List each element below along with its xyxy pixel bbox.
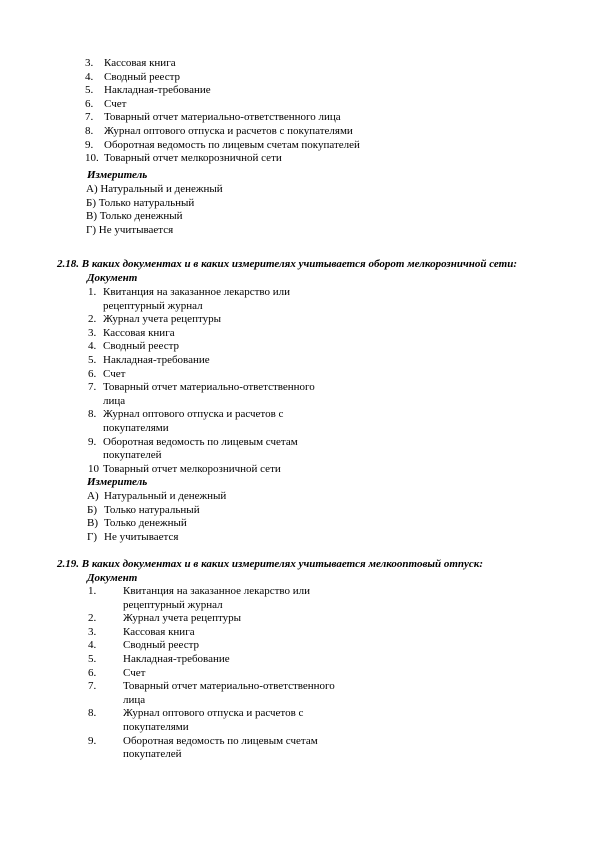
item-number: 5. xyxy=(88,353,97,366)
item-text: Счет xyxy=(103,367,126,380)
list-item-continuation xyxy=(88,300,388,314)
list-item xyxy=(88,286,388,300)
item-text: Товарный отчет мелкорозничной сети xyxy=(103,462,281,475)
item-number: 2. xyxy=(88,313,97,326)
item-text: Кассовая книга xyxy=(103,326,175,339)
item-number: 1. xyxy=(88,286,97,298)
list-item xyxy=(88,340,388,354)
item-number: 6. xyxy=(88,666,97,679)
meter-heading: Измеритель xyxy=(87,169,148,181)
list-item xyxy=(88,612,408,626)
meter-text: Только денежный xyxy=(104,517,187,530)
item-number: 9. xyxy=(85,138,94,151)
item-text: Сводный реестр xyxy=(103,340,180,353)
item-number: 7. xyxy=(88,680,97,693)
item-number: 1. xyxy=(88,585,97,597)
item-text: Квитанция на заказанное лекарство или xyxy=(103,286,291,298)
item-text: Сводный реестр xyxy=(123,639,200,652)
item-text: покупателей xyxy=(123,748,182,761)
item-number: 7. xyxy=(85,111,94,124)
item-number: 7. xyxy=(88,381,97,394)
item-text: лица xyxy=(123,693,146,706)
item-number: 4. xyxy=(88,340,97,353)
list-item xyxy=(88,735,408,749)
section0-meter-list xyxy=(86,183,386,237)
meter-option xyxy=(86,183,386,197)
item-text: Оборотная ведомость по лицевым счетам xyxy=(103,435,298,448)
list-item-continuation xyxy=(88,748,408,762)
list-item xyxy=(88,327,388,341)
meter-letter: А) xyxy=(87,490,99,502)
q218-doc-list xyxy=(88,286,388,476)
item-number: 9. xyxy=(88,734,97,747)
item-text: Накладная-требование xyxy=(123,652,230,665)
list-item xyxy=(88,368,388,382)
meter-text: Натуральный и денежный xyxy=(104,490,227,502)
item-text: Журнал оптового отпуска и расчетов с xyxy=(103,408,284,421)
item-number: 10 xyxy=(88,462,99,475)
list-item xyxy=(88,707,408,721)
list-item xyxy=(88,653,408,667)
meter-letter: В) xyxy=(87,517,98,530)
item-text: Кассовая книга xyxy=(123,625,195,638)
item-number: 6. xyxy=(88,367,97,380)
item-number: 2. xyxy=(88,612,97,625)
meter-option xyxy=(86,224,386,238)
item-text: покупателей xyxy=(103,449,162,462)
item-number: 3. xyxy=(88,625,97,638)
item-text: Журнал оптового отпуска и расчетов с xyxy=(123,707,304,720)
item-text: Товарный отчет материально-ответственного xyxy=(103,381,315,394)
item-text: рецептурный журнал xyxy=(123,598,223,611)
list-item xyxy=(88,436,388,450)
document-heading: Документ xyxy=(87,572,138,584)
meter-letter: Г) xyxy=(87,530,98,543)
q218-meter-list xyxy=(87,490,387,544)
meter-text: В) Только денежный xyxy=(86,210,183,223)
item-text: лица xyxy=(103,394,126,407)
item-number: 3. xyxy=(88,326,97,339)
item-text: покупателями xyxy=(123,720,189,733)
list-item-continuation xyxy=(88,694,408,708)
list-item xyxy=(88,381,388,395)
item-text: Журнал учета рецептуры xyxy=(103,313,222,326)
item-text: Счет xyxy=(123,666,146,679)
list-item xyxy=(85,125,505,139)
item-number: 3. xyxy=(85,57,94,69)
item-number: 8. xyxy=(88,707,97,720)
list-item xyxy=(85,57,505,71)
list-item xyxy=(88,463,388,477)
item-text: Кассовая книга xyxy=(104,57,176,69)
list-item-continuation xyxy=(88,721,408,735)
item-text: рецептурный журнал xyxy=(103,299,203,312)
q219-doc-list xyxy=(88,585,408,762)
meter-text: Г) Не учитывается xyxy=(86,223,174,236)
item-text: Товарный отчет материально-ответственного лица xyxy=(104,111,341,124)
item-number: 8. xyxy=(88,408,97,421)
meter-text: Только натуральный xyxy=(104,503,200,516)
list-item xyxy=(85,84,505,98)
item-number: 6. xyxy=(85,97,94,110)
item-number: 9. xyxy=(88,435,97,448)
list-item xyxy=(88,626,408,640)
item-text: Оборотная ведомость по лицевым счетам xyxy=(123,734,318,747)
item-text: Накладная-требование xyxy=(103,353,210,366)
list-item xyxy=(88,680,408,694)
list-item xyxy=(85,98,505,112)
list-item-continuation xyxy=(88,449,388,463)
question-2-19: 2.19. В каких документах и в каких измерителях учитывается мелкооптовый отпуск: xyxy=(57,558,484,570)
document-heading: Документ xyxy=(87,272,138,284)
list-item-continuation xyxy=(88,599,408,613)
meter-option xyxy=(86,197,386,211)
list-item xyxy=(85,139,505,153)
meter-option xyxy=(87,504,387,518)
meter-option xyxy=(86,210,386,224)
meter-option xyxy=(87,490,387,504)
item-text: Счет xyxy=(104,97,127,110)
list-item xyxy=(88,408,388,422)
list-item xyxy=(88,639,408,653)
question-2-18: 2.18. В каких документах и в каких измерителях учитывается оборот мелкорозничной сети: xyxy=(57,258,518,270)
item-number: 4. xyxy=(85,70,94,83)
meter-text: А) Натуральный и денежный xyxy=(86,183,223,195)
item-text: Квитанция на заказанное лекарство или xyxy=(123,585,311,597)
item-number: 5. xyxy=(88,652,97,665)
item-text: Товарный отчет мелкорозничной сети xyxy=(104,152,282,165)
list-item xyxy=(85,71,505,85)
item-number: 8. xyxy=(85,124,94,137)
item-text: Накладная-требование xyxy=(104,84,211,97)
meter-option xyxy=(87,517,387,531)
meter-text: Не учитывается xyxy=(104,530,179,543)
list-item xyxy=(85,152,505,166)
list-item-continuation xyxy=(88,422,388,436)
list-item xyxy=(88,313,388,327)
meter-heading: Измеритель xyxy=(87,476,148,488)
meter-option xyxy=(87,531,387,545)
item-text: Сводный реестр xyxy=(104,70,181,83)
item-text: покупателями xyxy=(103,421,169,434)
list-item xyxy=(88,585,408,599)
item-text: Оборотная ведомость по лицевым счетам покупателей xyxy=(104,138,360,151)
item-number: 5. xyxy=(85,84,94,97)
meter-text: Б) Только натуральный xyxy=(86,196,195,209)
item-number: 4. xyxy=(88,639,97,652)
meter-letter: Б) xyxy=(87,503,97,516)
list-item xyxy=(88,354,388,368)
list-item xyxy=(88,667,408,681)
item-number: 10. xyxy=(85,152,99,165)
list-item-continuation xyxy=(88,395,388,409)
list-item xyxy=(85,111,505,125)
item-text: Журнал учета рецептуры xyxy=(123,612,242,625)
item-text: Товарный отчет материально-ответственного xyxy=(123,680,335,693)
item-text: Журнал оптового отпуска и расчетов с покупателями xyxy=(104,124,353,137)
section0-doc-list xyxy=(85,57,505,166)
